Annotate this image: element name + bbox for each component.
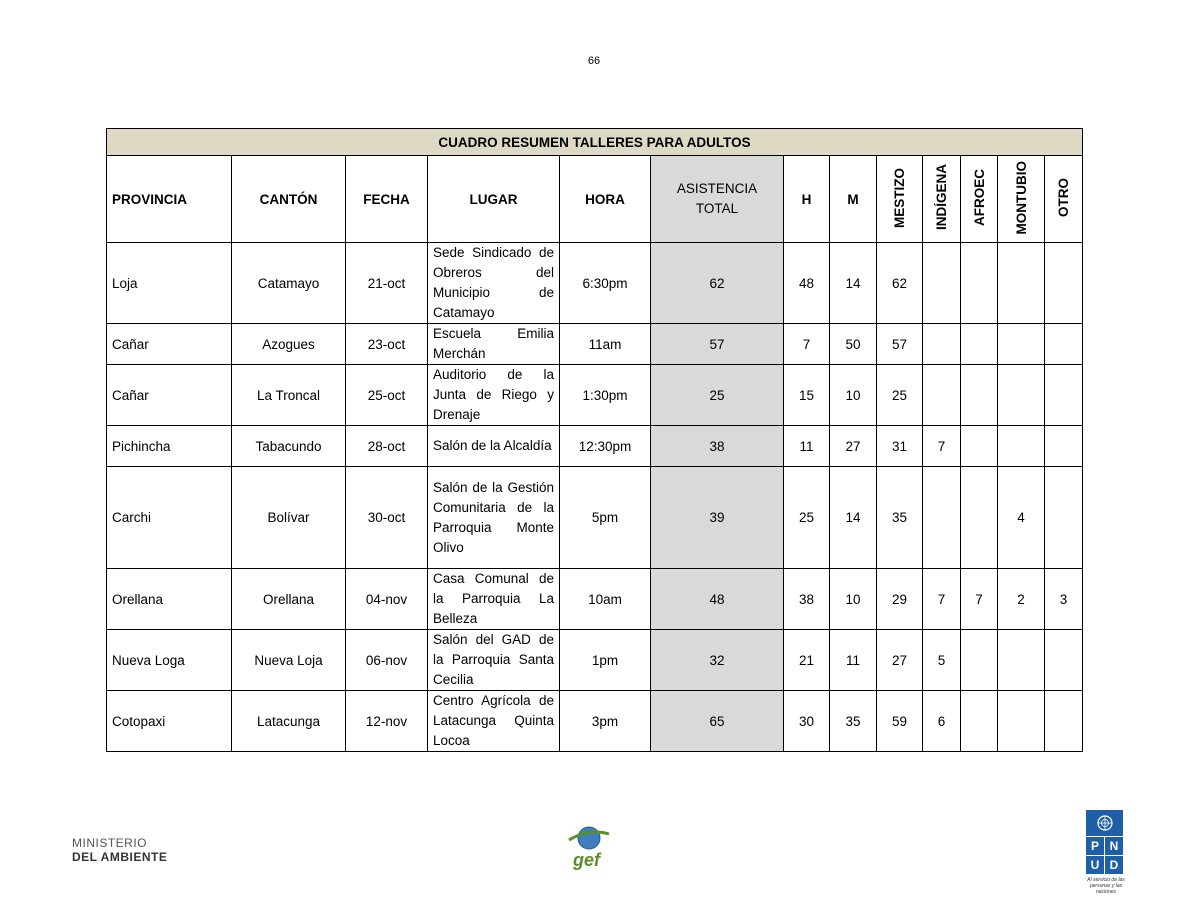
cell-lugar: Sede Sindicado de Obreros del Municipio de Catamayo bbox=[428, 243, 560, 324]
cell-provincia: Cotopaxi bbox=[107, 691, 232, 752]
cell-indigena: 5 bbox=[923, 630, 961, 691]
cell-indigena: 6 bbox=[923, 691, 961, 752]
cell-montubio: 4 bbox=[998, 467, 1045, 569]
cell-montubio bbox=[998, 243, 1045, 324]
cell-indigena bbox=[923, 365, 961, 426]
cell-montubio bbox=[998, 426, 1045, 467]
header-provincia: PROVINCIA bbox=[107, 156, 232, 243]
cell-fecha: 06-nov bbox=[346, 630, 428, 691]
cell-canton: Catamayo bbox=[232, 243, 346, 324]
cell-fecha: 04-nov bbox=[346, 569, 428, 630]
cell-montubio bbox=[998, 630, 1045, 691]
cell-fecha: 21-oct bbox=[346, 243, 428, 324]
cell-indigena: 7 bbox=[923, 569, 961, 630]
table-row bbox=[107, 691, 1083, 752]
cell-asistencia: 38 bbox=[651, 426, 784, 467]
pnud-letter-n: N bbox=[1105, 837, 1123, 855]
cell-h: 25 bbox=[784, 467, 830, 569]
header-hora: HORA bbox=[560, 156, 651, 243]
cell-asistencia: 39 bbox=[651, 467, 784, 569]
header-asistencia: ASISTENCIA TOTAL bbox=[651, 156, 784, 243]
cell-asistencia: 25 bbox=[651, 365, 784, 426]
cell-otro bbox=[1045, 324, 1083, 365]
cell-indigena bbox=[923, 324, 961, 365]
table-row bbox=[107, 467, 1083, 569]
cell-fecha: 30-oct bbox=[346, 467, 428, 569]
cell-h: 48 bbox=[784, 243, 830, 324]
cell-hora: 5pm bbox=[560, 467, 651, 569]
header-montubio-cell bbox=[998, 156, 1045, 243]
cell-fecha: 12-nov bbox=[346, 691, 428, 752]
cell-mestizo: 59 bbox=[877, 691, 923, 752]
cell-h: 21 bbox=[784, 630, 830, 691]
cell-afroec bbox=[961, 630, 998, 691]
cell-m: 11 bbox=[830, 630, 877, 691]
cell-hora: 11am bbox=[560, 324, 651, 365]
cell-provincia: Pichincha bbox=[107, 426, 232, 467]
cell-hora: 10am bbox=[560, 569, 651, 630]
cell-lugar: Escuela Emilia Merchán bbox=[428, 324, 560, 365]
cell-hora: 1pm bbox=[560, 630, 651, 691]
pnud-letter-p: P bbox=[1086, 837, 1104, 855]
cell-hora: 6:30pm bbox=[560, 243, 651, 324]
table-row bbox=[107, 365, 1083, 426]
cell-h: 30 bbox=[784, 691, 830, 752]
cell-fecha: 28-oct bbox=[346, 426, 428, 467]
un-emblem-icon bbox=[1086, 810, 1123, 836]
cell-lugar: Salón de la Alcaldía bbox=[428, 426, 560, 467]
header-mestizo: MESTIZO bbox=[892, 167, 907, 228]
header-m: M bbox=[830, 156, 877, 243]
ministerio-line2: DEL AMBIENTE bbox=[72, 850, 168, 864]
cell-afroec bbox=[961, 691, 998, 752]
cell-asistencia: 57 bbox=[651, 324, 784, 365]
cell-mestizo: 35 bbox=[877, 467, 923, 569]
cell-indigena bbox=[923, 243, 961, 324]
cell-afroec: 7 bbox=[961, 569, 998, 630]
cell-asistencia: 48 bbox=[651, 569, 784, 630]
cell-lugar: Salón de la Gestión Comunitaria de la Parroquia Monte Olivo bbox=[428, 467, 560, 569]
table-title: CUADRO RESUMEN TALLERES PARA ADULTOS bbox=[107, 129, 1083, 156]
cell-hora: 3pm bbox=[560, 691, 651, 752]
cell-h: 38 bbox=[784, 569, 830, 630]
gef-label: gef bbox=[573, 850, 600, 870]
cell-fecha: 23-oct bbox=[346, 324, 428, 365]
cell-indigena: 7 bbox=[923, 426, 961, 467]
cell-provincia: Loja bbox=[107, 243, 232, 324]
header-otro-cell bbox=[1045, 156, 1083, 243]
header-afroec-cell bbox=[961, 156, 998, 243]
cell-canton: La Troncal bbox=[232, 365, 346, 426]
cell-mestizo: 25 bbox=[877, 365, 923, 426]
cell-canton: Nueva Loja bbox=[232, 630, 346, 691]
cell-m: 50 bbox=[830, 324, 877, 365]
cell-provincia: Cañar bbox=[107, 365, 232, 426]
cell-mestizo: 62 bbox=[877, 243, 923, 324]
gef-logo bbox=[563, 822, 613, 872]
cell-provincia: Nueva Loga bbox=[107, 630, 232, 691]
cell-h: 7 bbox=[784, 324, 830, 365]
header-indigena-cell bbox=[923, 156, 961, 243]
cell-mestizo: 57 bbox=[877, 324, 923, 365]
cell-lugar: Auditorio de la Junta de Riego y Drenaje bbox=[428, 365, 560, 426]
header-fecha: FECHA bbox=[346, 156, 428, 243]
cell-mestizo: 31 bbox=[877, 426, 923, 467]
cell-otro bbox=[1045, 426, 1083, 467]
cell-montubio bbox=[998, 691, 1045, 752]
cell-otro bbox=[1045, 365, 1083, 426]
cell-lugar: Salón del GAD de la Parroquia Santa Cecilia bbox=[428, 630, 560, 691]
header-otro: OTRO bbox=[1056, 178, 1072, 217]
gef-globe-icon bbox=[563, 822, 613, 872]
cell-lugar: Centro Agrícola de Latacunga Quinta Locoa bbox=[428, 691, 560, 752]
cell-h: 15 bbox=[784, 365, 830, 426]
cell-otro bbox=[1045, 691, 1083, 752]
cell-m: 10 bbox=[830, 365, 877, 426]
cell-m: 14 bbox=[830, 467, 877, 569]
cell-canton: Tabacundo bbox=[232, 426, 346, 467]
cell-hora: 1:30pm bbox=[560, 365, 651, 426]
pnud-letter-d: D bbox=[1105, 856, 1123, 874]
cell-h: 11 bbox=[784, 426, 830, 467]
cell-provincia: Cañar bbox=[107, 324, 232, 365]
cell-otro: 3 bbox=[1045, 569, 1083, 630]
cell-asistencia: 62 bbox=[651, 243, 784, 324]
cell-afroec bbox=[961, 426, 998, 467]
pnud-tagline: Al servicio de las personas y las naciones bbox=[1087, 877, 1125, 895]
cell-canton: Latacunga bbox=[232, 691, 346, 752]
cell-asistencia: 32 bbox=[651, 630, 784, 691]
table-row bbox=[107, 243, 1083, 324]
cell-lugar: Casa Comunal de la Parroquia La Belleza bbox=[428, 569, 560, 630]
summary-table bbox=[106, 128, 1083, 752]
cell-m: 27 bbox=[830, 426, 877, 467]
cell-hora: 12:30pm bbox=[560, 426, 651, 467]
cell-m: 35 bbox=[830, 691, 877, 752]
cell-fecha: 25-oct bbox=[346, 365, 428, 426]
cell-provincia: Carchi bbox=[107, 467, 232, 569]
table-row bbox=[107, 324, 1083, 365]
pnud-letter-u: U bbox=[1086, 856, 1104, 874]
cell-provincia: Orellana bbox=[107, 569, 232, 630]
ministerio-line1: MINISTERIO bbox=[72, 836, 148, 850]
table-row bbox=[107, 426, 1083, 467]
header-h: H bbox=[784, 156, 830, 243]
cell-mestizo: 29 bbox=[877, 569, 923, 630]
cell-canton: Azogues bbox=[232, 324, 346, 365]
cell-montubio: 2 bbox=[998, 569, 1045, 630]
page-number: 66 bbox=[587, 55, 601, 67]
cell-indigena bbox=[923, 467, 961, 569]
pnud-logo bbox=[1086, 810, 1126, 895]
cell-montubio bbox=[998, 324, 1045, 365]
cell-m: 14 bbox=[830, 243, 877, 324]
cell-otro bbox=[1045, 243, 1083, 324]
cell-m: 10 bbox=[830, 569, 877, 630]
table-row bbox=[107, 630, 1083, 691]
cell-afroec bbox=[961, 467, 998, 569]
cell-asistencia: 65 bbox=[651, 691, 784, 752]
header-canton: CANTÓN bbox=[232, 156, 346, 243]
cell-otro bbox=[1045, 467, 1083, 569]
ministerio-logo bbox=[72, 836, 167, 864]
header-lugar: LUGAR bbox=[428, 156, 560, 243]
cell-afroec bbox=[961, 365, 998, 426]
cell-canton: Bolívar bbox=[232, 467, 346, 569]
cell-montubio bbox=[998, 365, 1045, 426]
header-mestizo-cell bbox=[877, 156, 923, 243]
header-montubio: MONTUBIO bbox=[1013, 160, 1029, 235]
header-afroec: AFROEC bbox=[971, 169, 987, 226]
cell-afroec bbox=[961, 324, 998, 365]
header-indigena: INDÍGENA bbox=[934, 164, 949, 231]
cell-afroec bbox=[961, 243, 998, 324]
cell-mestizo: 27 bbox=[877, 630, 923, 691]
cell-otro bbox=[1045, 630, 1083, 691]
cell-canton: Orellana bbox=[232, 569, 346, 630]
table-row bbox=[107, 569, 1083, 630]
